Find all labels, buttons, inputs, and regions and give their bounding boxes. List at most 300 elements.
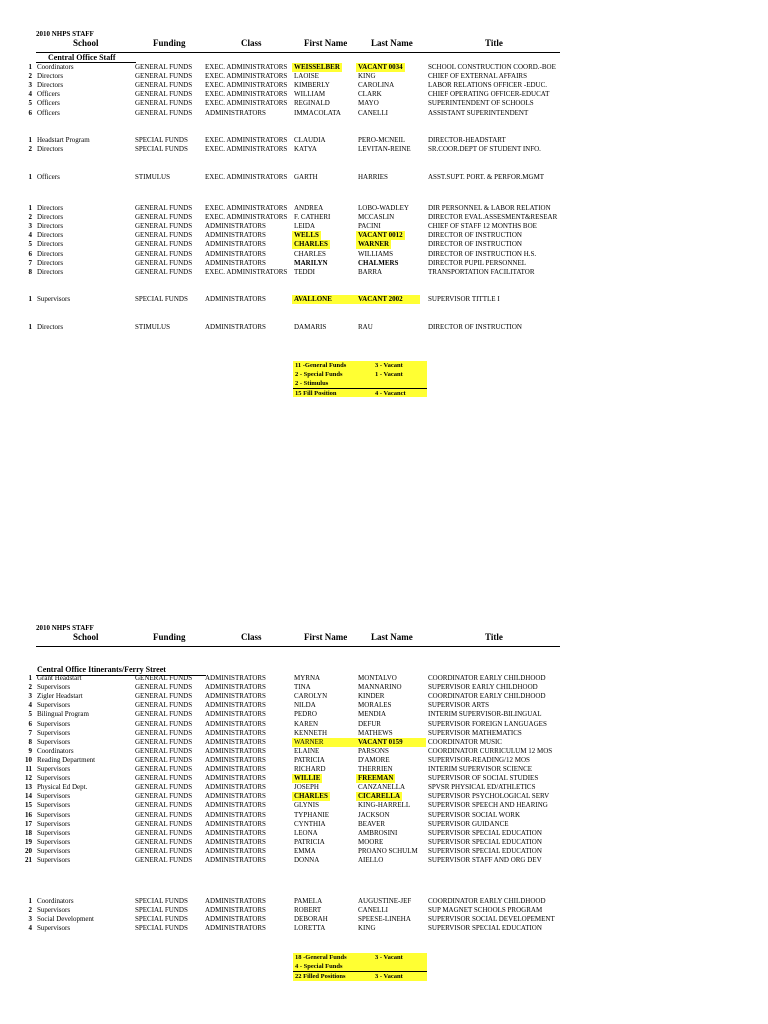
table-row bbox=[0, 720, 768, 729]
last-name-cell: WARNER bbox=[358, 240, 390, 249]
row-number: 19 bbox=[25, 837, 32, 846]
row-number: 1 bbox=[28, 173, 32, 181]
col-header-last-name: Last Name bbox=[371, 632, 413, 642]
table-row bbox=[0, 81, 768, 90]
last-name-cell: AMBROSINI bbox=[358, 828, 398, 837]
row-number: 3 bbox=[28, 81, 32, 90]
funding-cell: GENERAL FUNDS bbox=[135, 222, 193, 231]
first-name-cell: DEBORAH bbox=[294, 915, 328, 924]
summary-row bbox=[293, 379, 427, 388]
school-cell: Directors bbox=[37, 72, 64, 81]
title-cell: SUPERVISOR SOCIAL WORK bbox=[428, 810, 521, 819]
funding-cell: SPECIAL FUNDS bbox=[135, 906, 188, 915]
last-name-cell: CAROLINA bbox=[358, 81, 395, 90]
col-header-class: Class bbox=[241, 632, 262, 642]
row-number: 4 bbox=[28, 701, 32, 710]
school-cell: Supervisors bbox=[37, 837, 71, 846]
table-row bbox=[0, 231, 768, 240]
last-name-cell: KING bbox=[358, 72, 376, 81]
table-row bbox=[0, 738, 768, 747]
title-cell: COORDINATOR CURRICULUM 12 MOS bbox=[428, 746, 553, 755]
school-cell: Supervisors bbox=[37, 295, 71, 303]
school-cell: Supervisors bbox=[37, 737, 71, 746]
first-name-cell: CHARLES bbox=[294, 792, 328, 801]
school-cell: Reading Department bbox=[37, 755, 96, 764]
summary-vacant: 3 - Vacant bbox=[375, 362, 403, 369]
row-number: 21 bbox=[25, 856, 32, 864]
row-number: 7 bbox=[28, 728, 32, 737]
col-header-title: Title bbox=[485, 632, 503, 642]
funding-cell: STIMULUS bbox=[135, 173, 171, 181]
table-row bbox=[0, 240, 768, 249]
last-name-cell: FREEMAN bbox=[358, 774, 394, 783]
class-cell: EXEC. ADMINISTRATORS bbox=[205, 204, 288, 212]
title-cell: CHIEF OPERATING OFFICER-EDUCAT bbox=[428, 90, 550, 99]
class-cell: ADMINISTRATORS bbox=[205, 783, 266, 792]
last-name-cell: VACANT 0012 bbox=[358, 231, 403, 240]
row-number: 16 bbox=[25, 810, 32, 819]
first-name-cell: WELLS bbox=[294, 231, 319, 240]
last-name-cell: JACKSON bbox=[358, 810, 390, 819]
school-cell: Supervisors bbox=[37, 856, 71, 864]
first-name-cell: WEISSELBER bbox=[294, 63, 340, 71]
last-name-cell: WILLIAMS bbox=[358, 249, 393, 258]
summary-row bbox=[293, 388, 427, 397]
table-row bbox=[0, 774, 768, 783]
table-row bbox=[0, 829, 768, 838]
table-row bbox=[0, 692, 768, 701]
row-number: 6 bbox=[28, 719, 32, 728]
class-cell: ADMINISTRATORS bbox=[205, 674, 266, 682]
first-name-cell: CLAUDIA bbox=[294, 136, 326, 144]
title-cell: COORDINATOR EARLY CHILDHOOD bbox=[428, 674, 546, 682]
first-name-cell: DONNA bbox=[294, 856, 320, 864]
summary-count: 4 - Special Funds bbox=[295, 963, 343, 970]
row-number: 1 bbox=[28, 674, 32, 682]
summary-count: 11 -General Funds bbox=[295, 362, 347, 369]
title-cell: LABOR RELATIONS OFFICER -EDUC. bbox=[428, 81, 548, 90]
row-number: 1 bbox=[28, 136, 32, 144]
school-cell: Supervisors bbox=[37, 719, 71, 728]
funding-cell: GENERAL FUNDS bbox=[135, 90, 193, 99]
summary-vacant: 3 - Vacant bbox=[375, 973, 403, 980]
last-name-cell: LOBO-WADLEY bbox=[358, 204, 409, 212]
last-name-cell: AIELLO bbox=[358, 856, 384, 864]
first-name-cell: TYPHANIE bbox=[294, 810, 329, 819]
row-number: 2 bbox=[28, 72, 32, 81]
funding-cell: GENERAL FUNDS bbox=[135, 204, 193, 212]
school-cell: Supervisors bbox=[37, 819, 71, 828]
title-cell: COORDINATOR EARLY CHILDHOOD bbox=[428, 897, 546, 905]
school-cell: Supervisors bbox=[37, 774, 71, 783]
row-number: 3 bbox=[28, 692, 32, 701]
funding-cell: GENERAL FUNDS bbox=[135, 737, 193, 746]
funding-cell: GENERAL FUNDS bbox=[135, 692, 193, 701]
summary-count: 2 - Special Funds bbox=[295, 371, 343, 378]
funding-cell: GENERAL FUNDS bbox=[135, 213, 193, 222]
funding-cell: GENERAL FUNDS bbox=[135, 792, 193, 801]
last-name-cell: KINDER bbox=[358, 692, 385, 701]
table-row bbox=[0, 222, 768, 231]
summary-vacant: 3 - Vacant bbox=[375, 954, 403, 961]
funding-cell: GENERAL FUNDS bbox=[135, 755, 193, 764]
summary-vacant: 4 - Vacanct bbox=[375, 390, 406, 397]
title-cell: ASSISTANT SUPERINTENDENT bbox=[428, 108, 529, 117]
school-cell: Coordinators bbox=[37, 746, 74, 755]
summary-row bbox=[293, 971, 427, 980]
table-row bbox=[0, 204, 768, 213]
last-name-cell: CANELLI bbox=[358, 906, 388, 915]
title-cell: SUPERVISOR SPECIAL EDUCATION bbox=[428, 846, 542, 855]
funding-cell: GENERAL FUNDS bbox=[135, 837, 193, 846]
class-cell: ADMINISTRATORS bbox=[205, 701, 266, 710]
school-cell: Directors bbox=[37, 267, 64, 276]
first-name-cell: ANDREA bbox=[294, 204, 324, 212]
class-cell: ADMINISTRATORS bbox=[205, 774, 266, 783]
col-header-first-name: First Name bbox=[304, 38, 348, 48]
title-cell: SUPERVISOR MATHEMATICS bbox=[428, 728, 522, 737]
funding-cell: SPECIAL FUNDS bbox=[135, 924, 188, 933]
first-name-cell: GLYNIS bbox=[294, 801, 319, 810]
title-cell: SCHOOL CONSTRUCTION COORD.-BOE bbox=[428, 63, 556, 71]
class-cell: ADMINISTRATORS bbox=[205, 792, 266, 801]
funding-cell: GENERAL FUNDS bbox=[135, 819, 193, 828]
school-cell: Directors bbox=[37, 231, 64, 240]
row-number: 1 bbox=[28, 897, 32, 905]
table-row bbox=[0, 710, 768, 719]
funding-cell: SPECIAL FUNDS bbox=[135, 145, 188, 154]
class-cell: ADMINISTRATORS bbox=[205, 692, 266, 701]
first-name-cell: LEIDA bbox=[294, 222, 315, 231]
funding-cell: GENERAL FUNDS bbox=[135, 710, 193, 719]
table-row bbox=[0, 747, 768, 756]
table-row bbox=[0, 783, 768, 792]
title-cell: DIRECTOR EVAL.ASSESMENT&RESEAR bbox=[428, 213, 558, 222]
class-cell: ADMINISTRATORS bbox=[205, 249, 266, 258]
first-name-cell: WILLIE bbox=[294, 774, 321, 783]
table-row bbox=[0, 765, 768, 774]
class-cell: EXEC. ADMINISTRATORS bbox=[205, 99, 288, 108]
school-cell: Supervisors bbox=[37, 765, 71, 773]
title-cell: SUPERVISOR STAFF AND ORG DEV bbox=[428, 856, 542, 864]
class-cell: ADMINISTRATORS bbox=[205, 924, 266, 933]
funding-cell: SPECIAL FUNDS bbox=[135, 897, 188, 905]
table-row bbox=[0, 109, 768, 118]
funding-cell: SPECIAL FUNDS bbox=[135, 295, 188, 303]
title-cell: SUPERVISOR SOCIAL DEVELOPEMENT bbox=[428, 915, 555, 924]
last-name-cell: THERRIEN bbox=[358, 765, 393, 773]
last-name-cell: BARRA bbox=[358, 267, 383, 276]
school-cell: Directors bbox=[37, 249, 64, 258]
title-cell: DIRECTOR-HEADSTART bbox=[428, 136, 506, 144]
row-number: 3 bbox=[28, 915, 32, 924]
last-name-cell: MANNARINO bbox=[358, 683, 402, 692]
school-cell: Directors bbox=[37, 258, 64, 267]
first-name-cell: CAROLYN bbox=[294, 692, 328, 701]
class-cell: ADMINISTRATORS bbox=[205, 108, 266, 117]
class-cell: EXEC. ADMINISTRATORS bbox=[205, 145, 288, 154]
last-name-cell: MATHEWS bbox=[358, 728, 393, 737]
school-cell: Directors bbox=[37, 213, 64, 222]
school-cell: Supervisors bbox=[37, 924, 71, 933]
class-cell: ADMINISTRATORS bbox=[205, 897, 266, 905]
title-cell: SUPERVISOR SPEECH AND HEARING bbox=[428, 801, 548, 810]
school-cell: Bilingual Program bbox=[37, 710, 89, 719]
last-name-cell: KING bbox=[358, 924, 376, 933]
row-number: 12 bbox=[25, 774, 32, 783]
school-cell: Officers bbox=[37, 99, 60, 108]
first-name-cell: KAREN bbox=[294, 719, 319, 728]
last-name-cell: MENDIA bbox=[358, 710, 386, 719]
first-name-cell: CYNTHIA bbox=[294, 819, 326, 828]
school-cell: Supervisors bbox=[37, 906, 71, 915]
last-name-cell: BEAVER bbox=[358, 819, 386, 828]
last-name-cell: DEFUR bbox=[358, 719, 381, 728]
row-number: 10 bbox=[25, 755, 32, 764]
last-name-cell: SPEESE-LINEHA bbox=[358, 915, 411, 924]
school-cell: Directors bbox=[37, 81, 64, 90]
table-row bbox=[0, 897, 768, 906]
class-cell: ADMINISTRATORS bbox=[205, 737, 266, 746]
first-name-cell: PATRICIA bbox=[294, 755, 325, 764]
funding-cell: SPECIAL FUNDS bbox=[135, 136, 188, 144]
first-name-cell: AVALLONE bbox=[292, 295, 356, 304]
col-header-funding: Funding bbox=[153, 632, 186, 642]
summary-count: 18 -General Funds bbox=[295, 954, 347, 961]
table-row bbox=[0, 915, 768, 924]
school-cell: Supervisors bbox=[37, 701, 71, 710]
funding-cell: GENERAL FUNDS bbox=[135, 856, 193, 864]
section-title: Central Office Itinerants/Ferry Street bbox=[37, 665, 166, 674]
table-row bbox=[0, 136, 768, 145]
last-name-cell: MONTALVO bbox=[358, 674, 397, 682]
school-cell: Directors bbox=[37, 240, 64, 249]
funding-cell: GENERAL FUNDS bbox=[135, 828, 193, 837]
last-name-cell: VACANT 0159 bbox=[356, 738, 426, 747]
funding-cell: GENERAL FUNDS bbox=[135, 810, 193, 819]
first-name-cell: PATRICIA bbox=[294, 837, 325, 846]
first-name-cell: F. CATHERI bbox=[294, 213, 331, 222]
summary-vacant: 1 - Vacant bbox=[375, 371, 403, 378]
table-row bbox=[0, 924, 768, 933]
row-number: 3 bbox=[28, 222, 32, 231]
row-number: 4 bbox=[28, 924, 32, 933]
class-cell: ADMINISTRATORS bbox=[205, 746, 266, 755]
title-cell: CHIEF OF EXTERNAL AFFAIRS bbox=[428, 72, 527, 81]
title-cell: SUPERVISOR GUIDANCE bbox=[428, 819, 509, 828]
table-row bbox=[0, 295, 768, 304]
row-number: 20 bbox=[25, 846, 32, 855]
table-row bbox=[0, 683, 768, 692]
class-cell: EXEC. ADMINISTRATORS bbox=[205, 136, 288, 144]
title-cell: TRANSPORTATION FACILITATOR bbox=[428, 267, 535, 276]
last-name-cell: CANELLI bbox=[358, 108, 388, 117]
row-number: 6 bbox=[28, 108, 32, 117]
school-cell: Directors bbox=[37, 145, 64, 154]
row-number: 5 bbox=[28, 710, 32, 719]
class-cell: ADMINISTRATORS bbox=[205, 240, 266, 249]
school-cell: Zigler Headstart bbox=[37, 692, 83, 701]
first-name-cell: GARTH bbox=[294, 173, 318, 181]
col-header-title: Title bbox=[485, 38, 503, 48]
class-cell: ADMINISTRATORS bbox=[205, 231, 266, 240]
title-cell: SUPERVISOR ARTS bbox=[428, 701, 490, 710]
table-row bbox=[0, 99, 768, 108]
table-row bbox=[0, 801, 768, 810]
funding-cell: GENERAL FUNDS bbox=[135, 249, 193, 258]
school-cell: Grant Headstart bbox=[37, 674, 82, 682]
class-cell: EXEC. ADMINISTRATORS bbox=[205, 63, 288, 71]
summary-count: 15 Fill Position bbox=[295, 390, 337, 397]
school-cell: Supervisors bbox=[37, 792, 71, 801]
last-name-cell: AUGUSTINE-JEF bbox=[358, 897, 412, 905]
class-cell: EXEC. ADMINISTRATORS bbox=[205, 267, 288, 276]
table-row bbox=[0, 323, 768, 332]
funding-cell: GENERAL FUNDS bbox=[135, 63, 193, 71]
table-row bbox=[0, 145, 768, 154]
title-cell: SUPERVISOR FOREIGN LANGUAGES bbox=[428, 719, 547, 728]
class-cell: ADMINISTRATORS bbox=[205, 719, 266, 728]
school-cell: Physical Ed Dept. bbox=[37, 783, 88, 792]
first-name-cell: CHARLES bbox=[294, 240, 328, 249]
row-number: 11 bbox=[25, 765, 32, 773]
class-cell: ADMINISTRATORS bbox=[205, 728, 266, 737]
first-name-cell: LAOISE bbox=[294, 72, 319, 81]
title-cell: DIRECTOR PUPIL PERSONNEL bbox=[428, 258, 527, 267]
funding-cell: GENERAL FUNDS bbox=[135, 108, 193, 117]
class-cell: ADMINISTRATORS bbox=[205, 906, 266, 915]
table-row bbox=[0, 811, 768, 820]
class-cell: EXEC. ADMINISTRATORS bbox=[205, 173, 288, 181]
table-row bbox=[0, 792, 768, 801]
last-name-cell: VACANT 2002 bbox=[356, 295, 420, 304]
row-number: 1 bbox=[28, 63, 32, 71]
row-number: 7 bbox=[28, 258, 32, 267]
summary-box bbox=[293, 361, 427, 397]
title-cell: SUPERVISOR EARLY CHILDHOOD bbox=[428, 683, 538, 692]
table-row bbox=[0, 701, 768, 710]
row-number: 2 bbox=[28, 145, 32, 154]
school-cell: Supervisors bbox=[37, 828, 71, 837]
col-header-last-name: Last Name bbox=[371, 38, 413, 48]
class-cell: ADMINISTRATORS bbox=[205, 856, 266, 864]
funding-cell: GENERAL FUNDS bbox=[135, 719, 193, 728]
last-name-cell: VACANT 0034 bbox=[358, 63, 403, 71]
last-name-cell: PROANO SCHULM bbox=[358, 846, 418, 855]
col-header-class: Class bbox=[241, 38, 262, 48]
row-number: 4 bbox=[28, 90, 32, 99]
doc-title: 2010 NHPS STAFF bbox=[36, 624, 94, 632]
last-name-cell: MORALES bbox=[358, 701, 392, 710]
class-cell: ADMINISTRATORS bbox=[205, 755, 266, 764]
school-cell: Supervisors bbox=[37, 728, 71, 737]
summary-row bbox=[293, 370, 427, 379]
class-cell: EXEC. ADMINISTRATORS bbox=[205, 90, 288, 99]
funding-cell: GENERAL FUNDS bbox=[135, 783, 193, 792]
last-name-cell: CANZANELLA bbox=[358, 783, 406, 792]
first-name-cell: CHARLES bbox=[294, 249, 326, 258]
class-cell: EXEC. ADMINISTRATORS bbox=[205, 81, 288, 90]
row-number: 15 bbox=[25, 801, 32, 810]
first-name-cell: REGINALD bbox=[294, 99, 330, 108]
summary-count: 2 - Stimulus bbox=[295, 380, 329, 387]
first-name-cell: LORETTA bbox=[294, 924, 326, 933]
class-cell: ADMINISTRATORS bbox=[205, 710, 266, 719]
school-cell: Supervisors bbox=[37, 846, 71, 855]
class-cell: ADMINISTRATORS bbox=[205, 837, 266, 846]
class-cell: ADMINISTRATORS bbox=[205, 258, 266, 267]
class-cell: ADMINISTRATORS bbox=[205, 915, 266, 924]
header-rule bbox=[36, 646, 560, 647]
class-cell: ADMINISTRATORS bbox=[205, 295, 266, 303]
school-cell: Directors bbox=[37, 222, 64, 231]
title-cell: CHIEF OF STAFF 12 MONTHS BOE bbox=[428, 222, 537, 231]
school-cell: Directors bbox=[37, 204, 64, 212]
title-cell: SUP MAGNET SCHOOLS PROGRAM bbox=[428, 906, 543, 915]
first-name-cell: PAMELA bbox=[294, 897, 323, 905]
class-cell: EXEC. ADMINISTRATORS bbox=[205, 213, 288, 222]
class-cell: EXEC. ADMINISTRATORS bbox=[205, 72, 288, 81]
row-number: 1 bbox=[28, 295, 32, 303]
class-cell: ADMINISTRATORS bbox=[205, 683, 266, 692]
first-name-cell: KATYA bbox=[294, 145, 317, 154]
table-row bbox=[0, 729, 768, 738]
last-name-cell: LEVITAN-REINE bbox=[358, 145, 411, 154]
table-row bbox=[0, 268, 768, 277]
last-name-cell: MCCASLIN bbox=[358, 213, 395, 222]
last-name-cell: CICARELLA bbox=[358, 792, 401, 801]
title-cell: SUPERVISOR-READING/12 MOS bbox=[428, 755, 530, 764]
funding-cell: STIMULUS bbox=[135, 323, 171, 331]
row-number: 6 bbox=[28, 249, 32, 258]
summary-row bbox=[293, 361, 427, 370]
funding-cell: SPECIAL FUNDS bbox=[135, 915, 188, 924]
first-name-cell: ELAINE bbox=[294, 746, 320, 755]
title-cell: SPVSR PHYSICAL ED/ATHLETICS bbox=[428, 783, 536, 792]
school-cell: Officers bbox=[37, 108, 60, 117]
table-row bbox=[0, 820, 768, 829]
row-number: 13 bbox=[25, 783, 32, 792]
title-cell: SR.COOR.DEPT OF STUDENT INFO. bbox=[428, 145, 541, 154]
table-row bbox=[0, 756, 768, 765]
funding-cell: GENERAL FUNDS bbox=[135, 72, 193, 81]
last-name-cell: PERO-MCNEIL bbox=[358, 136, 406, 144]
first-name-cell: TINA bbox=[294, 683, 311, 692]
funding-cell: GENERAL FUNDS bbox=[135, 746, 193, 755]
class-cell: ADMINISTRATORS bbox=[205, 765, 266, 773]
school-cell: Officers bbox=[37, 90, 60, 99]
last-name-cell: CHALMERS bbox=[358, 258, 399, 267]
row-number: 2 bbox=[28, 213, 32, 222]
last-name-cell: MAYO bbox=[358, 99, 379, 108]
first-name-cell: TEDDI bbox=[294, 267, 315, 276]
summary-row bbox=[293, 953, 427, 962]
table-row bbox=[0, 856, 768, 865]
first-name-cell: ROBERT bbox=[294, 906, 322, 915]
first-name-cell: WARNER bbox=[292, 738, 356, 747]
table-row bbox=[0, 838, 768, 847]
funding-cell: GENERAL FUNDS bbox=[135, 728, 193, 737]
row-number: 17 bbox=[25, 819, 32, 828]
funding-cell: GENERAL FUNDS bbox=[135, 683, 193, 692]
funding-cell: GENERAL FUNDS bbox=[135, 99, 193, 108]
funding-cell: GENERAL FUNDS bbox=[135, 231, 193, 240]
last-name-cell: CLARK bbox=[358, 90, 382, 99]
row-number: 8 bbox=[28, 267, 32, 276]
class-cell: ADMINISTRATORS bbox=[205, 828, 266, 837]
title-cell: SUPERVISOR PSYCHOLOGICAL SERV bbox=[428, 792, 550, 801]
title-cell: SUPERVISOR SPECIAL EDUCATION bbox=[428, 837, 542, 846]
